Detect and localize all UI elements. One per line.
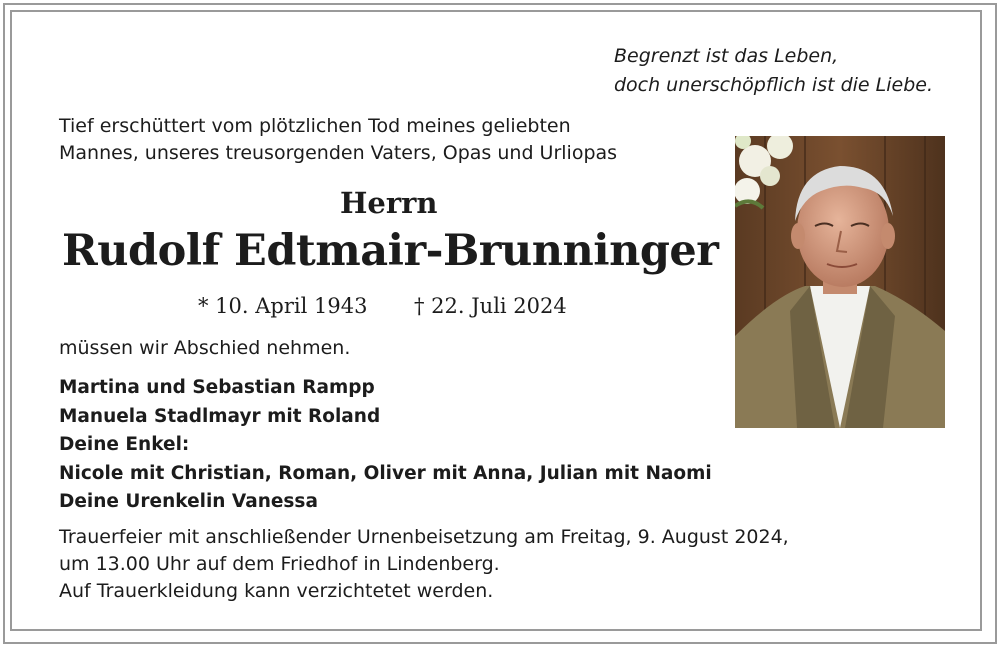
death-date: † 22. Juli 2024 bbox=[414, 294, 567, 318]
motto-quote bbox=[614, 42, 933, 100]
deceased-name: Rudolf Edtmair-Brunninger bbox=[62, 226, 719, 276]
farewell-text: müssen wir Abschied nehmen. bbox=[59, 337, 351, 359]
mourners-list bbox=[59, 374, 712, 517]
intro-text bbox=[59, 113, 617, 167]
portrait-photo bbox=[735, 136, 945, 428]
mourner-line: Nicole mit Christian, Roman, Oliver mit Anna, Julian mit Naomi bbox=[59, 462, 712, 484]
honorific: Herrn bbox=[340, 186, 438, 220]
service-info bbox=[59, 524, 789, 605]
mourner-line: Deine Urenkelin Vanessa bbox=[59, 491, 318, 512]
mourner-line: Manuela Stadlmayr mit Roland bbox=[59, 405, 381, 427]
intro-line-1: Tief erschüttert vom plötzlichen Tod meines geliebten bbox=[59, 115, 571, 137]
service-line-2: um 13.00 Uhr auf dem Friedhof in Lindenberg. bbox=[59, 553, 500, 575]
motto-line-1: Begrenzt ist das Leben, bbox=[613, 45, 839, 67]
motto-line-2: doch unerschöpflich ist die Liebe. bbox=[613, 74, 933, 96]
intro-line-2: Mannes, unseres treusorgenden Vaters, Opas und Urliopas bbox=[59, 142, 618, 164]
birth-date: * 10. April 1943 bbox=[198, 294, 368, 318]
mourner-line: Deine Enkel: bbox=[59, 434, 190, 455]
service-line-3: Auf Trauerkleidung kann verzichtetet werden. bbox=[59, 580, 494, 602]
portrait-illustration bbox=[735, 136, 945, 428]
service-line-1: Trauerfeier mit anschließender Urnenbeisetzung am Freitag, 9. August 2024, bbox=[59, 526, 789, 548]
mourner-line: Martina und Sebastian Rampp bbox=[59, 377, 375, 398]
